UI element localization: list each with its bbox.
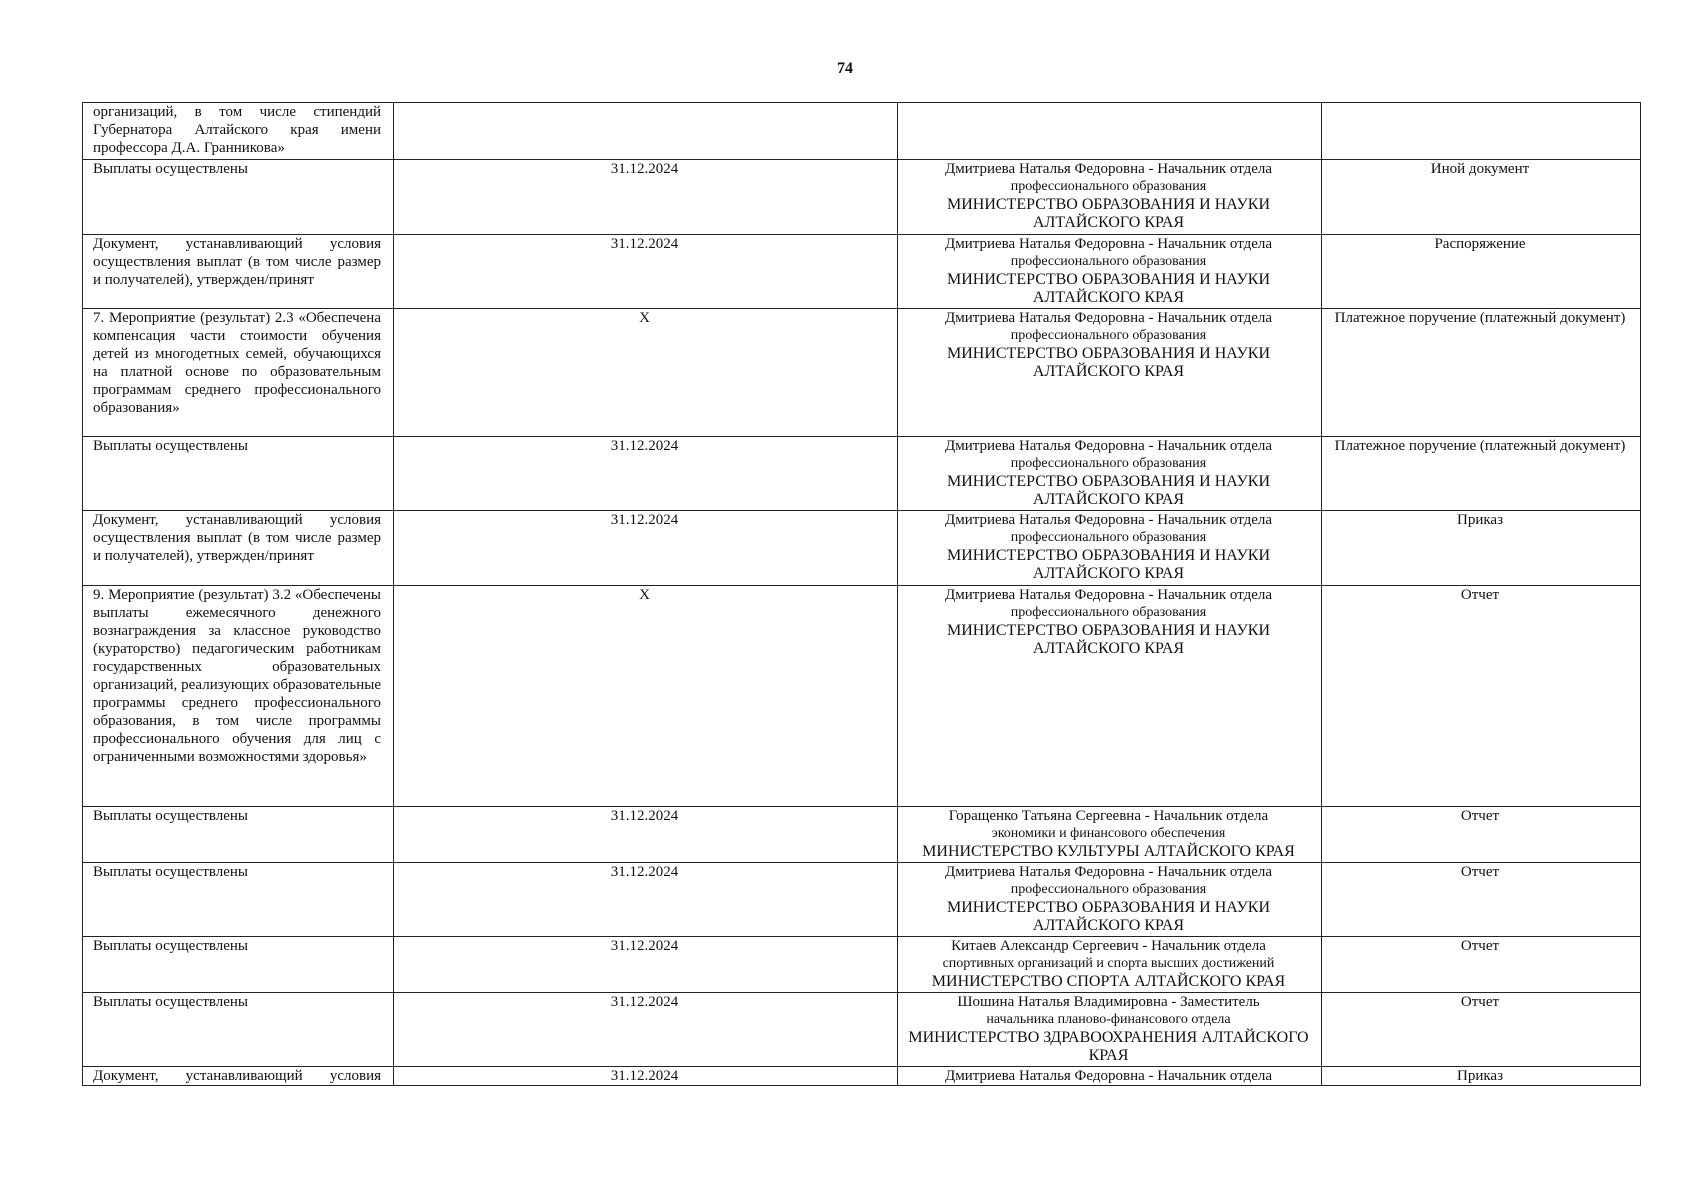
document-type-cell: Отчет (1322, 863, 1641, 937)
date-cell: 31.12.2024 (394, 993, 898, 1067)
table-row (83, 103, 1641, 160)
activity-name-cell: Документ, устанавливающий условия осуществления выплат (в том числе размер и получателей), утвержден/принят (83, 235, 394, 309)
table-row (83, 235, 1641, 309)
responsible-cell (898, 103, 1322, 160)
table-row (83, 937, 1641, 993)
date-cell: 31.12.2024 (394, 937, 898, 993)
table-row (83, 160, 1641, 235)
responsible-person: Дмитриева Наталья Федоровна - Начальник отдела (944, 438, 1272, 454)
document-type-cell: Приказ (1322, 511, 1641, 586)
ministry-name: МИНИСТЕРСТВО ОБРАЗОВАНИЯ И НАУКИ АЛТАЙСКОГО КРАЯ (946, 473, 1270, 508)
document-type-cell: Отчет (1322, 993, 1641, 1067)
date-cell: X (394, 309, 898, 437)
responsible-cell (898, 160, 1322, 235)
responsible-cell (898, 993, 1322, 1067)
document-type-cell: Отчет (1322, 807, 1641, 863)
responsible-department: профессионального образования (1010, 254, 1207, 269)
ministry-name: МИНИСТЕРСТВО ЗДРАВООХРАНЕНИЯ АЛТАЙСКОГО КРАЯ (908, 1029, 1309, 1064)
document-type-cell: Отчет (1322, 586, 1641, 807)
activity-name-cell: организаций, в том числе стипендий Губернатора Алтайского края имени профессора Д.А. Гранникова» (83, 103, 394, 160)
responsible-department: профессионального образования (1010, 882, 1207, 897)
table-row (83, 437, 1641, 511)
ministry-name: МИНИСТЕРСТВО ОБРАЗОВАНИЯ И НАУКИ АЛТАЙСКОГО КРАЯ (946, 345, 1270, 380)
activity-name-cell: Документ, устанавливающий условия (83, 1067, 394, 1086)
responsible-cell (898, 807, 1322, 863)
responsible-department: профессионального образования (1010, 530, 1207, 545)
responsible-department: профессионального образования (1010, 179, 1207, 194)
date-cell: 31.12.2024 (394, 511, 898, 586)
responsible-person: Горащенко Татьяна Сергеевна - Начальник отдела (948, 808, 1269, 824)
document-type-cell: Отчет (1322, 937, 1641, 993)
activity-name-cell: Выплаты осуществлены (83, 437, 394, 511)
responsible-cell (898, 309, 1322, 437)
responsible-department: профессионального образования (1010, 328, 1207, 343)
activity-name-cell: Выплаты осуществлены (83, 993, 394, 1067)
document-type-cell: Приказ (1322, 1067, 1641, 1086)
table-row (83, 993, 1641, 1067)
responsible-person: Китаев Александр Сергеевич - Начальник отдела (951, 938, 1266, 954)
table-row (83, 586, 1641, 807)
ministry-name: МИНИСТЕРСТВО ОБРАЗОВАНИЯ И НАУКИ АЛТАЙСКОГО КРАЯ (946, 622, 1270, 657)
responsible-person: Дмитриева Наталья Федоровна - Начальник отдела (944, 310, 1272, 326)
responsible-department: спортивных организаций и спорта высших достижений (942, 956, 1275, 971)
activity-name-cell: 9. Мероприятие (результат) 3.2 «Обеспечены выплаты ежемесячного денежного вознаграждения за классное руководство (кураторство) педагогическим работникам государственных образовательных организаций, реализующих образовательные программы среднего профессионального образования, в том числе программы профессионального обучения для лиц с ограниченными возможностями здоровья» (83, 586, 394, 807)
date-cell: X (394, 586, 898, 807)
responsible-cell (898, 863, 1322, 937)
table-row (83, 863, 1641, 937)
ministry-name: МИНИСТЕРСТВО КУЛЬТУРЫ АЛТАЙСКОГО КРАЯ (922, 843, 1295, 860)
table-row (83, 309, 1641, 437)
table-row (83, 511, 1641, 586)
ministry-name: МИНИСТЕРСТВО СПОРТА АЛТАЙСКОГО КРАЯ (931, 973, 1286, 990)
responsible-person: Дмитриева Наталья Федоровна - Начальник отдела (944, 864, 1272, 880)
document-type-cell: Иной документ (1322, 160, 1641, 235)
activity-name-cell: Выплаты осуществлены (83, 863, 394, 937)
activity-name-cell: Выплаты осуществлены (83, 937, 394, 993)
date-cell: 31.12.2024 (394, 160, 898, 235)
activity-name-cell: Выплаты осуществлены (83, 807, 394, 863)
responsible-cell (898, 235, 1322, 309)
table-row (83, 1067, 1641, 1086)
date-cell: 31.12.2024 (394, 863, 898, 937)
date-cell: 31.12.2024 (394, 1067, 898, 1086)
responsible-department: профессионального образования (1010, 456, 1207, 471)
responsible-cell (898, 437, 1322, 511)
date-cell: 31.12.2024 (394, 235, 898, 309)
ministry-name: МИНИСТЕРСТВО ОБРАЗОВАНИЯ И НАУКИ АЛТАЙСКОГО КРАЯ (946, 196, 1270, 231)
responsible-cell (898, 1067, 1322, 1086)
date-cell: 31.12.2024 (394, 437, 898, 511)
document-type-cell: Распоряжение (1322, 235, 1641, 309)
responsible-person: Шошина Наталья Владимировна - Заместитель (957, 994, 1260, 1010)
ministry-name: МИНИСТЕРСТВО ОБРАЗОВАНИЯ И НАУКИ АЛТАЙСКОГО КРАЯ (946, 899, 1270, 934)
ministry-name: МИНИСТЕРСТВО ОБРАЗОВАНИЯ И НАУКИ АЛТАЙСКОГО КРАЯ (946, 271, 1270, 306)
responsible-department: экономики и финансового обеспечения (991, 826, 1226, 841)
responsible-department: начальника планово-финансового отдела (986, 1012, 1231, 1027)
ministry-name: МИНИСТЕРСТВО ОБРАЗОВАНИЯ И НАУКИ АЛТАЙСКОГО КРАЯ (946, 547, 1270, 582)
document-table (82, 102, 1641, 1086)
responsible-cell (898, 586, 1322, 807)
document-type-cell: Платежное поручение (платежный документ) (1322, 437, 1641, 511)
responsible-person: Дмитриева Наталья Федоровна - Начальник отдела (944, 1068, 1272, 1084)
responsible-person: Дмитриева Наталья Федоровна - Начальник отдела (944, 587, 1272, 603)
page-number: 74 (837, 60, 853, 77)
activity-name-cell: Выплаты осуществлены (83, 160, 394, 235)
responsible-cell (898, 511, 1322, 586)
table-row (83, 807, 1641, 863)
document-type-cell: Платежное поручение (платежный документ) (1322, 309, 1641, 437)
responsible-person: Дмитриева Наталья Федоровна - Начальник отдела (944, 236, 1272, 252)
responsible-department: профессионального образования (1010, 605, 1207, 620)
responsible-cell (898, 937, 1322, 993)
document-type-cell (1322, 103, 1641, 160)
activity-name-cell: Документ, устанавливающий условия осуществления выплат (в том числе размер и получателей), утвержден/принят (83, 511, 394, 586)
date-cell (394, 103, 898, 160)
activity-name-cell: 7. Мероприятие (результат) 2.3 «Обеспечена компенсация части стоимости обучения детей из многодетных семей, обучающихся на платной основе по образовательным программам среднего профессионального образования» (83, 309, 394, 437)
responsible-person: Дмитриева Наталья Федоровна - Начальник отдела (944, 161, 1272, 177)
responsible-person: Дмитриева Наталья Федоровна - Начальник отдела (944, 512, 1272, 528)
date-cell: 31.12.2024 (394, 807, 898, 863)
